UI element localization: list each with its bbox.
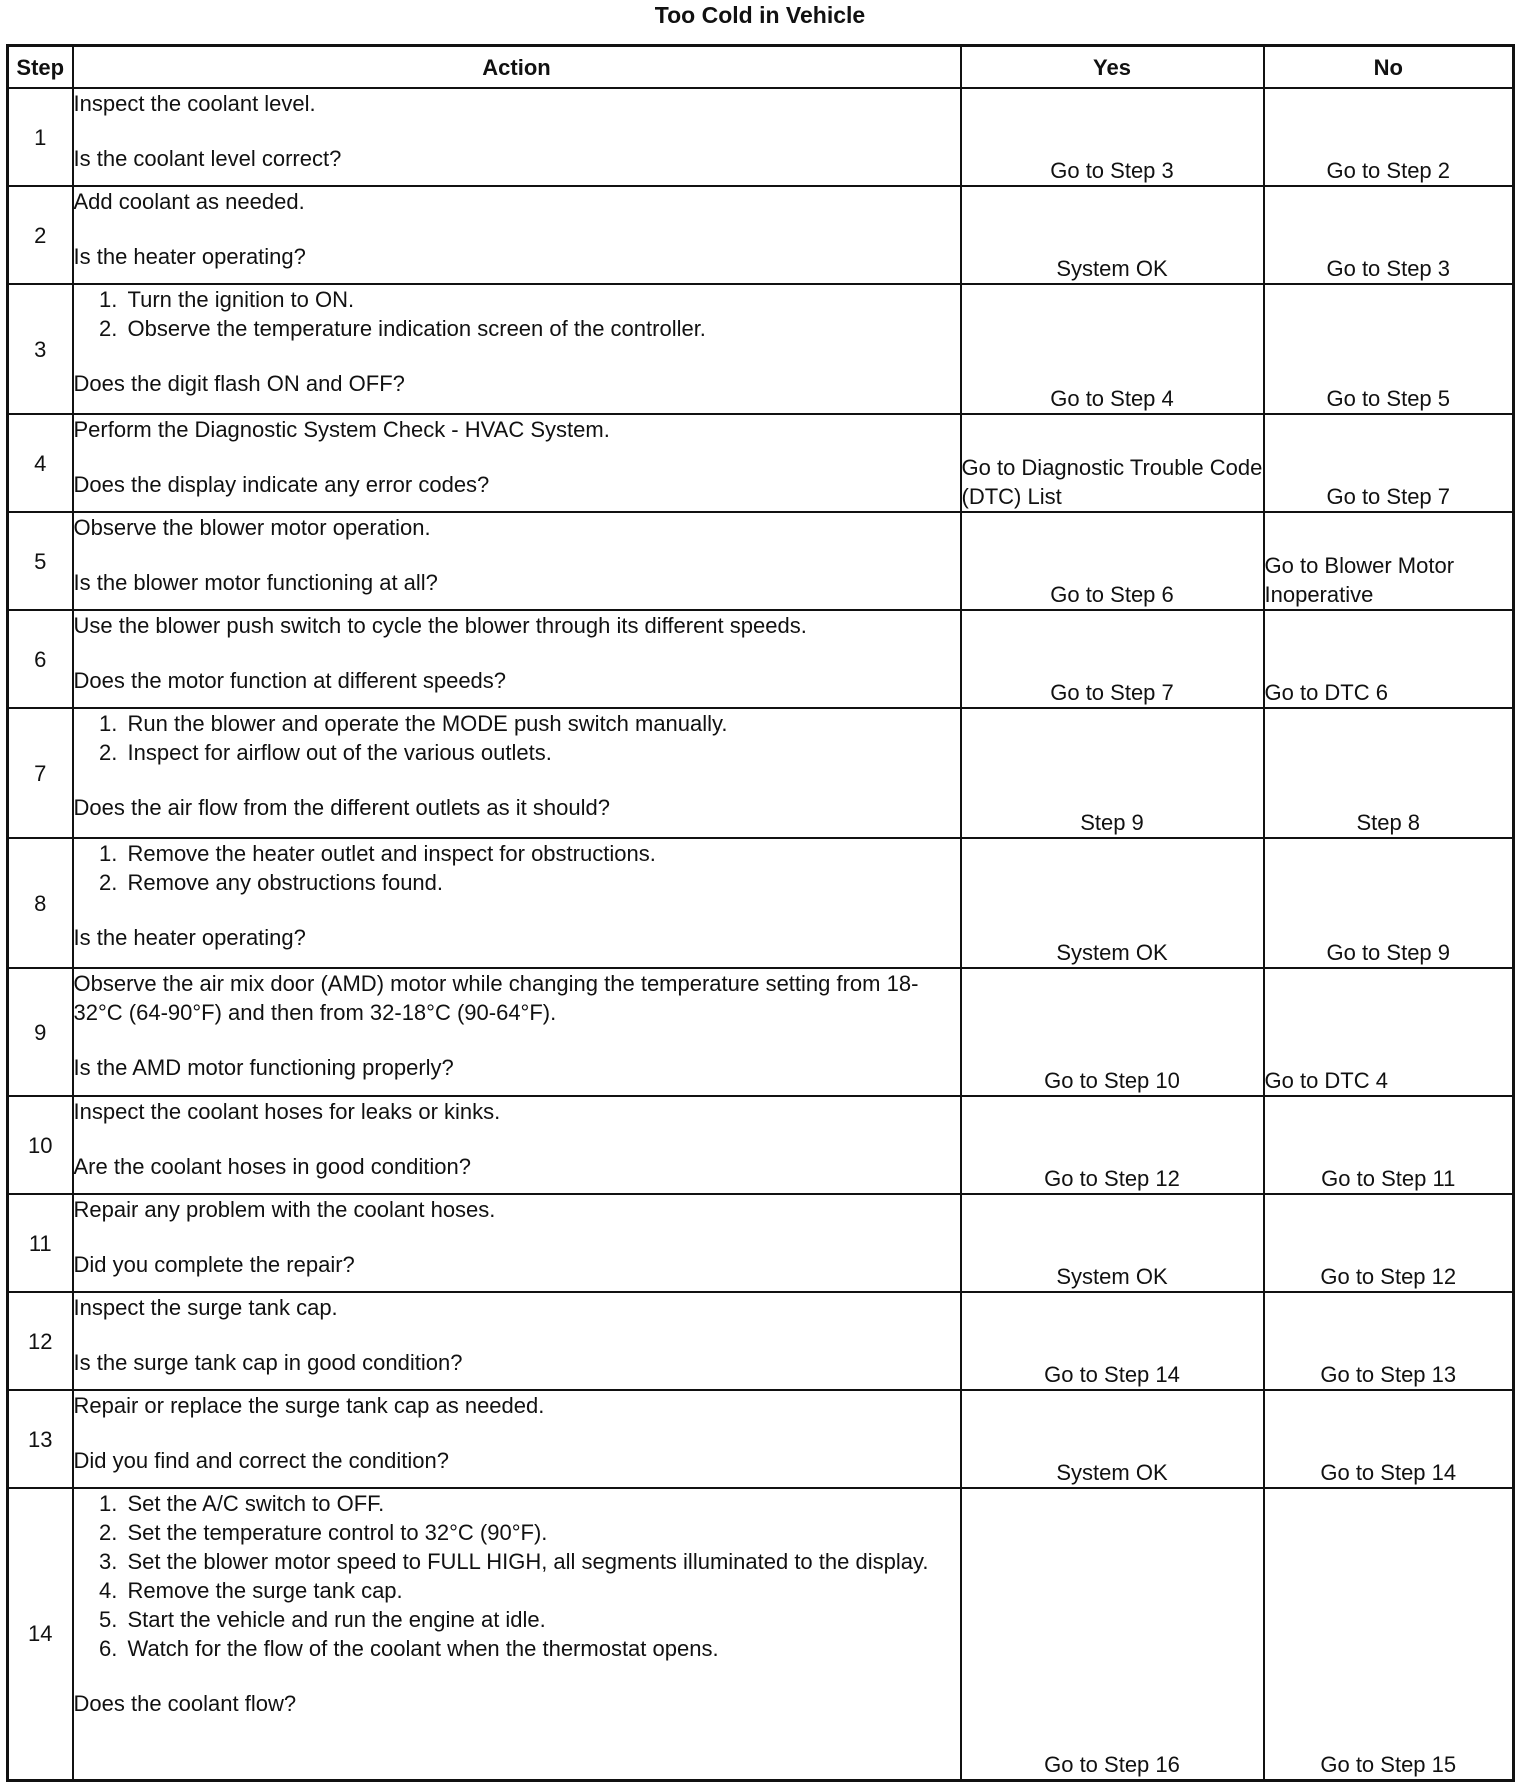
action-question: Is the surge tank cap in good condition? [73,1350,463,1375]
no-result: Go to Step 15 [1264,1488,1514,1780]
header-step: Step [8,46,73,89]
yes-result: Go to Diagnostic Trouble Code (DTC) List [961,414,1264,512]
document-title: Too Cold in Vehicle [654,2,866,28]
action-question: Did you complete the repair? [73,1252,355,1277]
no-result: Go to Step 7 [1264,414,1514,512]
yes-result: Go to Step 14 [961,1292,1264,1390]
step-number: 6 [8,610,73,708]
action-question: Does the motor function at different speeds? [73,668,507,693]
no-result: Go to Step 5 [1264,284,1514,414]
table-row [8,1292,1514,1390]
step-number: 9 [8,968,73,1096]
action-instruction: Add coolant as needed. [73,189,305,214]
step-number: 1 [8,88,73,186]
table-row [8,708,1514,838]
yes-result: System OK [961,1194,1264,1292]
action-cell [73,968,961,1096]
table-row [8,88,1514,186]
no-result: Go to DTC 6 [1264,610,1514,708]
table-row [8,512,1514,610]
action-instruction: Perform the Diagnostic System Check - HVAC System. [73,417,610,442]
action-cell [73,1292,961,1390]
step-number: 4 [8,414,73,512]
action-step-item: 2. Remove any obstructions found. [124,868,960,897]
step-number: 10 [8,1096,73,1194]
action-steps-list [74,1489,960,1663]
step-number: 11 [8,1194,73,1292]
action-instruction: Inspect the coolant level. [73,91,316,116]
header-yes: Yes [961,46,1264,89]
action-steps-list [74,285,960,343]
action-cell [73,1390,961,1488]
action-step-item: 1. Run the blower and operate the MODE push switch manually. [124,709,960,738]
yes-result: Go to Step 16 [961,1488,1264,1780]
action-step-item: 2. Observe the temperature indication screen of the controller. [124,314,960,343]
action-cell [73,610,961,708]
header-action: Action [73,46,961,89]
action-step-item: 1. Set the A/C switch to OFF. [124,1489,960,1518]
action-cell [73,1096,961,1194]
table-row [8,838,1514,968]
action-step-item: 1. Turn the ignition to ON. [124,285,960,314]
action-steps-list [74,839,960,897]
action-cell [73,414,961,512]
step-number: 8 [8,838,73,968]
table-row [8,1096,1514,1194]
action-cell [73,512,961,610]
step-number: 13 [8,1390,73,1488]
action-question: Is the AMD motor functioning properly? [73,1055,454,1080]
yes-result: Go to Step 4 [961,284,1264,414]
table-row [8,284,1514,414]
action-instruction: Repair or replace the surge tank cap as needed. [73,1393,545,1418]
action-instruction: Observe the blower motor operation. [73,515,431,540]
no-result: Go to Step 12 [1264,1194,1514,1292]
yes-result: Go to Step 10 [961,968,1264,1096]
no-result: Go to Step 13 [1264,1292,1514,1390]
action-cell [73,708,961,838]
action-question: Are the coolant hoses in good condition? [73,1154,472,1179]
table-row [8,186,1514,284]
table-row [8,968,1514,1096]
action-question: Is the blower motor functioning at all? [73,570,438,595]
action-cell [73,1194,961,1292]
action-step-item: 2. Set the temperature control to 32°C (90°F). [124,1518,960,1547]
action-question: Is the heater operating? [73,925,306,950]
action-steps-list [74,709,960,767]
yes-result: Go to Step 6 [961,512,1264,610]
action-question: Is the coolant level correct? [73,146,342,171]
action-question: Did you find and correct the condition? [73,1448,449,1473]
no-result: Go to Step 2 [1264,88,1514,186]
step-number: 3 [8,284,73,414]
table-body [8,88,1514,1780]
step-number: 14 [8,1488,73,1780]
no-result: Go to Step 3 [1264,186,1514,284]
table-row [8,1488,1514,1780]
action-cell [73,838,961,968]
action-question: Does the display indicate any error codes? [73,472,490,497]
action-question: Does the coolant flow? [73,1691,297,1716]
action-step-item: 3. Set the blower motor speed to FULL HIGH, all segments illuminated to the display. [124,1547,960,1576]
no-result: Step 8 [1264,708,1514,838]
action-step-item: 4. Remove the surge tank cap. [124,1576,960,1605]
yes-result: Step 9 [961,708,1264,838]
action-cell [73,88,961,186]
action-instruction: Observe the air mix door (AMD) motor while changing the temperature setting from 18-32°C (64-90°F) and then from 32-18°C (90-64°F). [73,971,919,1025]
action-step-item: 2. Inspect for airflow out of the various outlets. [124,738,960,767]
action-instruction: Repair any problem with the coolant hoses. [73,1197,496,1222]
action-step-item: 1. Remove the heater outlet and inspect for obstructions. [124,839,960,868]
header-no: No [1264,46,1514,89]
table-row [8,610,1514,708]
table-row [8,414,1514,512]
step-number: 5 [8,512,73,610]
action-question: Is the heater operating? [73,244,306,269]
yes-result: System OK [961,1390,1264,1488]
action-instruction: Inspect the surge tank cap. [73,1295,338,1320]
step-number: 7 [8,708,73,838]
action-step-item: 5. Start the vehicle and run the engine at idle. [124,1605,960,1634]
diagnostic-table [6,44,1515,1782]
no-result: Go to Step 11 [1264,1096,1514,1194]
action-question: Does the digit flash ON and OFF? [73,371,405,396]
no-result: Go to Blower Motor Inoperative [1264,512,1514,610]
table-row [8,1390,1514,1488]
yes-result: System OK [961,186,1264,284]
no-result: Go to DTC 4 [1264,968,1514,1096]
action-instruction: Inspect the coolant hoses for leaks or kinks. [73,1099,501,1124]
action-cell [73,186,961,284]
action-cell [73,284,961,414]
action-step-item: 6. Watch for the flow of the coolant when the thermostat opens. [124,1634,960,1663]
action-question: Does the air flow from the different outlets as it should? [73,795,610,820]
no-result: Go to Step 14 [1264,1390,1514,1488]
table-header-row [8,46,1514,89]
table-row [8,1194,1514,1292]
step-number: 2 [8,186,73,284]
yes-result: Go to Step 12 [961,1096,1264,1194]
yes-result: Go to Step 3 [961,88,1264,186]
action-instruction: Use the blower push switch to cycle the blower through its different speeds. [73,613,807,638]
step-number: 12 [8,1292,73,1390]
action-cell [73,1488,961,1780]
no-result: Go to Step 9 [1264,838,1514,968]
yes-result: System OK [961,838,1264,968]
yes-result: Go to Step 7 [961,610,1264,708]
